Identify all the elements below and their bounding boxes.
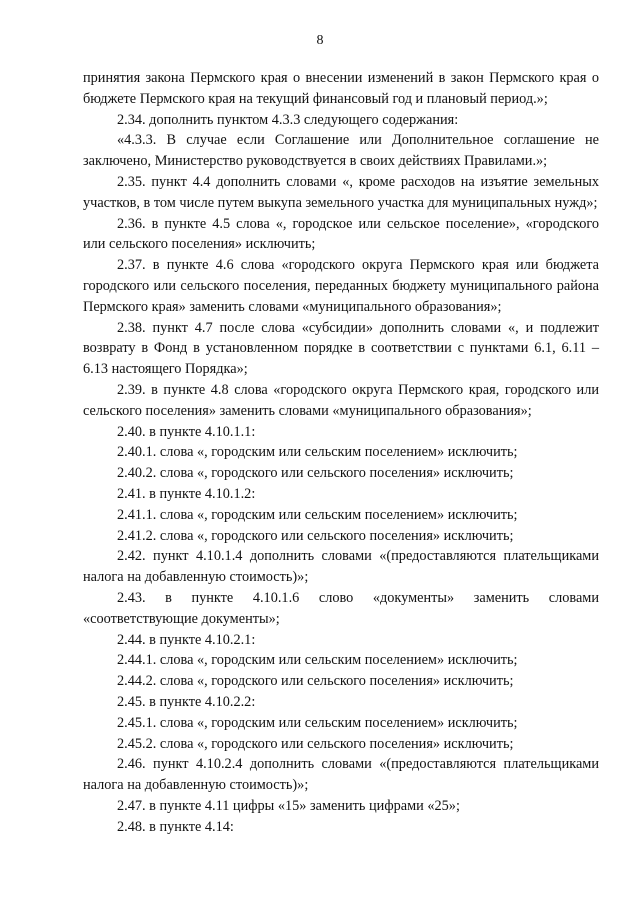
- paragraph: 2.41.2. слова «, городского или сельского поселения» исключить;: [117, 527, 514, 544]
- paragraph: 2.40. в пункте 4.10.1.1:: [117, 423, 256, 440]
- paragraph: 2.45.1. слова «, городским или сельским поселением» исключить;: [117, 714, 518, 731]
- paragraph: 2.37. в пункте 4.6 слова «городского округа Пермского края или бюджета городского или сельского поселения, переданных бюджету муниципального района Пермского края» заменить словами «муниципального образования»;: [83, 257, 599, 315]
- paragraph: 2.46. пункт 4.10.2.4 дополнить словами «(предоставляются плательщиками налога на добавленную стоимость)»;: [83, 756, 599, 794]
- paragraph: 2.44.2. слова «, городского или сельского поселения» исключить;: [117, 673, 514, 690]
- paragraph: 2.47. в пункте 4.11 цифры «15» заменить цифрами «25»;: [117, 797, 460, 814]
- document-body: [83, 68, 599, 837]
- paragraph: 2.38. пункт 4.7 после слова «субсидии» дополнить словами «, и подлежит возврату в Фонд в установленном порядке в соответствии с пунктами 6.1, 6.11 – 6.13 настоящего Порядка»;: [83, 319, 599, 378]
- paragraph: 2.41.1. слова «, городским или сельским поселением» исключить;: [117, 506, 518, 523]
- paragraph: 2.41. в пункте 4.10.1.2:: [117, 485, 256, 502]
- paragraph: 2.44. в пункте 4.10.2.1:: [117, 631, 256, 648]
- paragraph: 2.40.1. слова «, городским или сельским поселением» исключить;: [117, 444, 518, 461]
- paragraph: 2.36. в пункте 4.5 слова «, городское или сельское поселение», «городского или сельского поселения» исключить;: [83, 215, 599, 253]
- paragraph: 2.42. пункт 4.10.1.4 дополнить словами «(предоставляются плательщиками налога на добавленную стоимость)»;: [83, 548, 599, 586]
- paragraph: 2.48. в пункте 4.14:: [117, 818, 234, 835]
- paragraph: «4.3.3. В случае если Соглашение или Дополнительное соглашение не заключено, Министерство руководствуется в своих действиях Правилами.»;: [83, 132, 599, 170]
- paragraph: принятия закона Пермского края о внесении изменений в закон Пермского края о бюджете Пермского края на текущий финансовый год и плановый период.»;: [83, 70, 599, 107]
- paragraph: 2.43. в пункте 4.10.1.6 слово «документы» заменить словами «соответствующие документы»;: [83, 589, 599, 627]
- paragraph: 2.44.1. слова «, городским или сельским поселением» исключить;: [117, 652, 518, 669]
- paragraph: 2.45. в пункте 4.10.2.2:: [117, 693, 256, 710]
- paragraph: 2.40.2. слова «, городского или сельского поселения» исключить;: [117, 465, 514, 482]
- page-number: 8: [316, 33, 324, 48]
- paragraph: 2.35. пункт 4.4 дополнить словами «, кроме расходов на изъятие земельных участков, в том числе путем выкупа земельного участка для муниципальных нужд»;: [83, 173, 599, 211]
- paragraph: 2.34. дополнить пунктом 4.3.3 следующего содержания:: [117, 111, 459, 128]
- paragraph: 2.39. в пункте 4.8 слова «городского округа Пермского края, городского или сельского поселения» заменить словами «муниципального образования»;: [83, 381, 599, 419]
- paragraph: 2.45.2. слова «, городского или сельского поселения» исключить;: [117, 735, 514, 752]
